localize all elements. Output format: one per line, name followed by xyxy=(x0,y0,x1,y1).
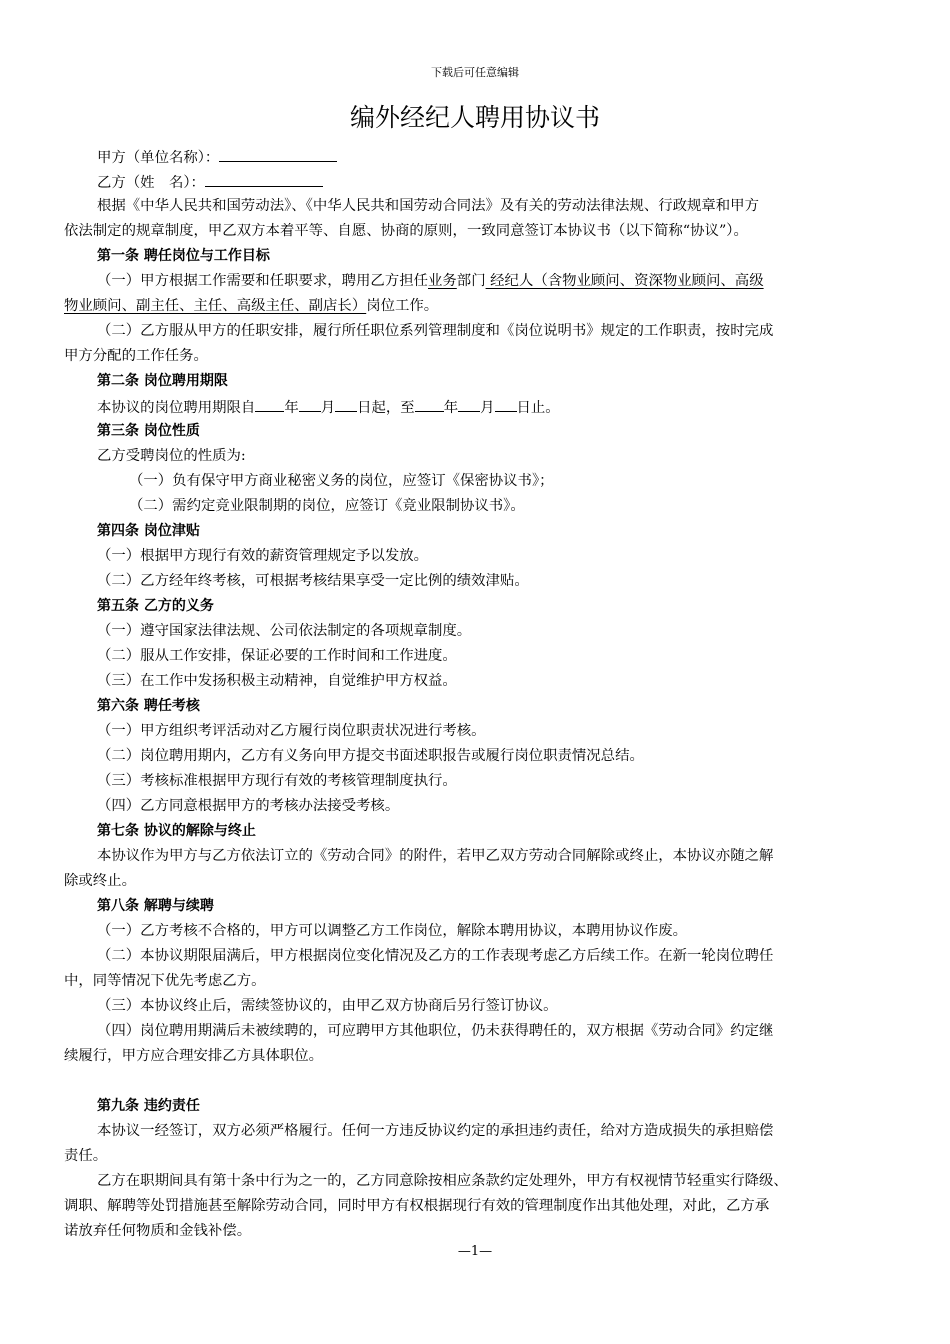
article-9-line-2: 责任。 xyxy=(64,1148,108,1164)
article-6-item-2: （二）岗位聘用期内，乙方有义务向甲方提交书面述职报告或履行岗位职责情况总结。 xyxy=(97,748,644,764)
text: （一）甲方根据工作需要和任职要求，聘用乙方担任 xyxy=(97,273,428,289)
preamble-line-1: 根据《中华人民共和国劳动法》、《中华人民共和国劳动合同法》及有关的劳动法律法规、行政规章和甲方 xyxy=(97,198,759,214)
article-9-line-5: 诺放弃任何物质和金钱补偿。 xyxy=(64,1223,252,1239)
page-number: —1— xyxy=(457,1244,493,1259)
article-9-line-1: 本协议一经签订，双方必须严格履行。任何一方违反协议约定的承担违约责任，给对方造成损失的承担赔偿 xyxy=(97,1123,774,1139)
text: 部门 xyxy=(456,273,486,289)
article-5-item-3: （三）在工作中发扬积极主动精神，自觉维护甲方权益。 xyxy=(97,673,457,689)
text: 日止。 xyxy=(516,400,560,416)
article-5-item-2: （二）服从工作安排，保证必要的工作时间和工作进度。 xyxy=(97,648,457,664)
article-9-line-4: 调职、解聘等处罚措施甚至解除劳动合同，同时甲方有权根据现行有效的管理制度作出其他处理，对此，乙方承 xyxy=(64,1198,770,1214)
position-field: 物业顾问、副主任、主任、高级主任、副店长） xyxy=(64,298,367,314)
article-7-heading: 第七条 协议的解除与终止 xyxy=(97,823,256,839)
article-8-item-4-line-1: （四）岗位聘用期满后未被续聘的，可应聘甲方其他职位，仍未获得聘任的，双方根据《劳动合同》约定继 xyxy=(97,1023,774,1039)
article-3-item-1: （一）负有保守甲方商业秘密义务的岗位，应签订《保密协议书》； xyxy=(129,473,554,489)
article-1-item-1-line-1 xyxy=(97,269,764,294)
article-5-item-1: （一）遵守国家法律法规、公司依法制定的各项规章制度。 xyxy=(97,623,472,639)
article-1-item-2-line-2: 甲方分配的工作任务。 xyxy=(64,348,208,364)
position-field: 经纪人（含物业顾问、资深物业顾问、高级 xyxy=(485,273,764,289)
party-b-blank[interactable] xyxy=(205,169,323,187)
party-a-label: 甲方（单位名称）： xyxy=(97,150,220,166)
article-6-item-4: （四）乙方同意根据甲方的考核办法接受考核。 xyxy=(97,798,400,814)
text: 年 xyxy=(284,400,299,416)
preamble-line-2: 依法制定的规章制度，甲乙双方本着平等、自愿、协商的原则，一致同意签订本协议书（以下简称“协议”）。 xyxy=(64,223,748,239)
article-8-item-4-line-2: 续履行，甲方应合理安排乙方具体职位。 xyxy=(64,1048,324,1064)
article-9-heading: 第九条 违约责任 xyxy=(97,1098,200,1114)
text: 日起，至 xyxy=(357,400,415,416)
end-day-blank[interactable] xyxy=(495,394,517,412)
end-month-blank[interactable] xyxy=(458,394,480,412)
article-9-line-3: 乙方在职期间具有第十条中行为之一的，乙方同意除按相应条款约定处理外，甲方有权视情节轻重实行降级、 xyxy=(97,1173,788,1189)
article-8-item-3: （三）本协议终止后，需续签协议的，由甲乙双方协商后另行签订协议。 xyxy=(97,998,558,1014)
article-3-heading: 第三条 岗位性质 xyxy=(97,423,200,439)
party-a-line xyxy=(97,144,337,171)
article-4-heading: 第四条 岗位津贴 xyxy=(97,523,200,539)
start-month-blank[interactable] xyxy=(299,394,321,412)
text: 月 xyxy=(320,400,336,416)
article-7-line-1: 本协议作为甲方与乙方依法订立的《劳动合同》的附件，若甲乙双方劳动合同解除或终止，本协议亦随之解 xyxy=(97,848,774,864)
document-title: 编外经纪人聘用协议书 xyxy=(349,103,600,132)
article-8-item-2-line-2: 中，同等情况下优先考虑乙方。 xyxy=(64,973,266,989)
article-2-heading: 第二条 岗位聘用期限 xyxy=(97,373,228,389)
department-field: 业务 xyxy=(428,273,457,289)
party-a-blank[interactable] xyxy=(219,144,337,162)
article-5-heading: 第五条 乙方的义务 xyxy=(97,598,214,614)
header-note: 下载后可任意编辑 xyxy=(431,66,519,79)
article-8-item-2-line-1: （二）本协议期限届满后，甲方根据岗位变化情况及乙方的工作表现考虑乙方后续工作。在新一轮岗位聘任 xyxy=(97,948,774,964)
article-4-item-2: （二）乙方经年终考核，可根据考核结果享受一定比例的绩效津贴。 xyxy=(97,573,529,589)
text: 岗位工作。 xyxy=(366,298,439,314)
text: 年 xyxy=(443,400,459,416)
article-1-heading: 第一条 聘任岗位与工作目标 xyxy=(97,248,270,264)
text: 月 xyxy=(480,400,495,416)
text: 本协议的岗位聘用期限自 xyxy=(97,400,256,416)
end-year-blank[interactable] xyxy=(415,394,444,412)
article-6-item-1: （一）甲方组织考评活动对乙方履行岗位职责状况进行考核。 xyxy=(97,723,486,739)
article-1-item-1-line-2 xyxy=(64,294,438,319)
party-b-line xyxy=(97,169,323,196)
article-7-line-2: 除或终止。 xyxy=(64,873,136,889)
start-day-blank[interactable] xyxy=(335,394,357,412)
article-8-heading: 第八条 解聘与续聘 xyxy=(97,898,214,914)
article-6-heading: 第六条 聘任考核 xyxy=(97,698,200,714)
article-8-item-1: （一）乙方考核不合格的，甲方可以调整乙方工作岗位，解除本聘用协议，本聘用协议作废。 xyxy=(97,923,688,939)
article-3-intro: 乙方受聘岗位的性质为: xyxy=(97,448,246,464)
article-3-item-2: （二）需约定竞业限制期的岗位，应签订《竞业限制协议书》。 xyxy=(129,498,525,514)
start-year-blank[interactable] xyxy=(255,394,284,412)
article-1-item-2-line-1: （二）乙方服从甲方的任职安排，履行所任职位系列管理制度和《岗位说明书》规定的工作职责，按时完成 xyxy=(97,323,774,339)
party-b-label: 乙方（姓 名）： xyxy=(97,175,205,191)
article-2-term-line xyxy=(97,394,560,421)
article-6-item-3: （三）考核标准根据甲方现行有效的考核管理制度执行。 xyxy=(97,773,457,789)
article-4-item-1: （一）根据甲方现行有效的薪资管理规定予以发放。 xyxy=(97,548,428,564)
